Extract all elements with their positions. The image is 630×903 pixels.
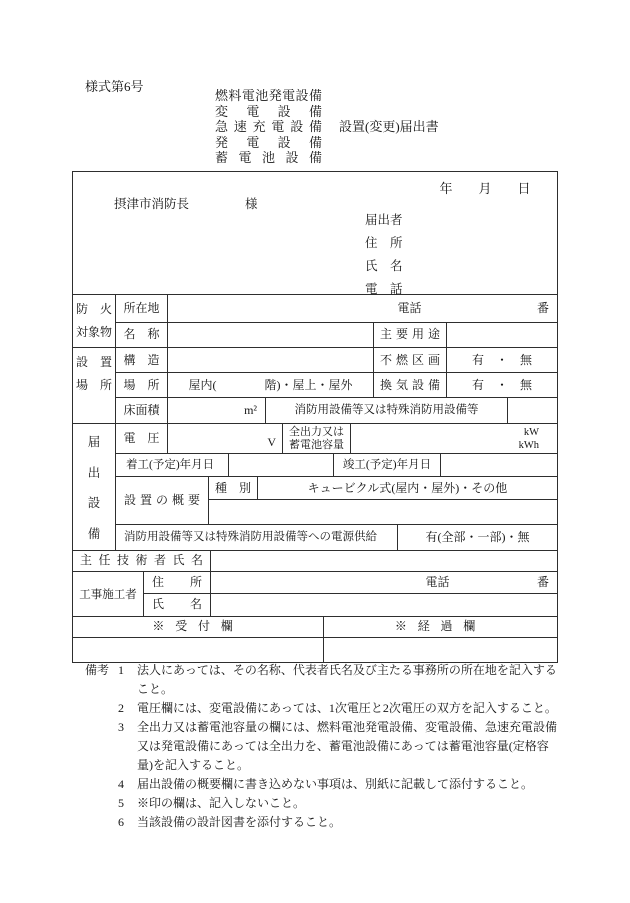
document-title: 設置(変更)届出書 (339, 119, 439, 135)
output-label-line2: 蓄電池容量 (289, 438, 344, 451)
notifier-label: 届出者 (365, 213, 403, 227)
place-options: 屋内( 階)・屋上・屋外 (168, 373, 374, 397)
note-item-3 (118, 718, 577, 775)
fire-equipment-label: 消防用設備等又は特殊消防用設備等 (266, 398, 508, 423)
form-header-section (73, 172, 557, 295)
name-label: 名 称 (116, 323, 168, 347)
progress-input-cell (324, 638, 557, 662)
form-table (72, 171, 558, 663)
voltage-label: 電 圧 (116, 424, 168, 453)
notified-equipment-section (73, 424, 557, 551)
office-use-header-row (73, 617, 557, 638)
notified-char-1: 届 (87, 435, 101, 449)
note-number: 5 (118, 796, 124, 810)
notes-label: 備考 (85, 663, 110, 677)
location-tel-label: 電話 (397, 301, 422, 315)
notified-char-4: 備 (87, 526, 101, 541)
name-input-cell (168, 323, 374, 347)
note-text: 当該設備の設計図書を添付すること。 (137, 815, 342, 829)
notifier-tel-label: 電 話 (365, 282, 403, 296)
note-number: 2 (118, 701, 124, 715)
install-place-label-line2: 場 所 (75, 377, 112, 392)
fire-equipment-input-cell (508, 398, 557, 423)
chief-engineer-input-cell (211, 551, 557, 571)
note-text: 届出設備の概要欄に書き込めない事項は、別紙に記載して添付すること。 (137, 777, 534, 791)
voltage-unit: V (267, 435, 276, 449)
outline-input-cell (209, 500, 557, 524)
output-label-line1: 全出力又は (289, 425, 344, 438)
contractor-name-label: 氏 名 (144, 594, 211, 616)
noncombustible-yes-no: 有 ・ 無 (471, 353, 532, 367)
equipment-type-generator: 発電設備 (215, 134, 322, 150)
note-number: 3 (118, 720, 124, 734)
install-place-section-label (73, 348, 116, 423)
honorific: 様 (245, 197, 258, 211)
start-date-input-cell (229, 454, 334, 476)
equipment-type-storage-battery: 蓄電池設備 (215, 150, 322, 166)
structure-input-cell (168, 348, 374, 372)
note-text: 電圧欄には、変電設備にあっては、1次電圧と2次電圧の双方を記入すること。 (137, 701, 557, 715)
completion-date-label: 竣工(予定)年月日 (334, 454, 441, 476)
main-use-input-cell (447, 323, 557, 347)
equipment-type-quick-charge: 急速充電設備 (215, 119, 322, 135)
main-use-label: 主要用途 (374, 323, 447, 347)
floor-area-label: 床面積 (116, 398, 168, 423)
equipment-type-transformer: 変電設備 (215, 103, 322, 119)
reception-column-label: ※受付欄 (73, 617, 324, 637)
location-input-cell (168, 295, 557, 322)
form-number: 様式第6号 (85, 79, 144, 94)
contractor-label: 工事施工者 (73, 572, 144, 616)
note-text: 法人にあっては、その名称、代表者氏名及び主たる事務所の所在地を記入すること。 (137, 663, 557, 696)
contractor-section (73, 572, 557, 617)
contractor-tel-label: 電話 (425, 575, 450, 589)
fire-object-label-line1: 防 火 (75, 302, 112, 316)
fire-object-label-line2: 対象物 (75, 325, 112, 339)
contractor-address-input-cell (211, 572, 557, 593)
fire-object-section-label (73, 295, 116, 347)
notified-char-2: 出 (87, 465, 101, 480)
structure-label: 構 造 (116, 348, 168, 372)
noncombustible-label: 不燃区画 (374, 348, 447, 372)
power-supply-options: 有(全部・一部)・無 (425, 530, 530, 544)
addressee: 摂津市消防長 (114, 197, 190, 211)
note-item-2 (118, 699, 577, 718)
chief-engineer-section (73, 551, 557, 572)
notified-equipment-section-label (73, 424, 116, 550)
note-number: 4 (118, 777, 124, 791)
voltage-input-cell (168, 424, 283, 453)
chief-engineer-label: 主任技術者氏名 (73, 551, 211, 571)
start-date-label: 着工(予定)年月日 (116, 454, 229, 476)
note-number: 6 (118, 815, 124, 829)
note-text: 全出力又は蓄電池容量の欄には、燃料電池発電設備、変電設備、急速充電設備又は発電設備にあっては全出力を、蓄電池設備にあっては蓄電池容量(定格容量)を記入すること。 (137, 720, 558, 772)
kw-unit: kW (523, 426, 539, 438)
note-item-1 (118, 661, 577, 699)
type-options: キュービクル式(屋内・屋外)・その他 (307, 481, 508, 495)
progress-column-label: ※経過欄 (394, 619, 487, 633)
notifier-name-label: 氏 名 (365, 259, 403, 273)
reception-input-cell (73, 638, 324, 662)
notified-char-3: 設 (87, 496, 101, 511)
ventilation-yes-no: 有 ・ 無 (471, 378, 532, 392)
note-text: ※印の欄は、記入しないこと。 (137, 796, 306, 810)
equipment-type-fuel-cell: 燃料電池発電設備 (215, 88, 322, 103)
ventilation-label: 換気設備 (374, 373, 447, 397)
location-tel-suffix: 番 (536, 301, 549, 315)
install-place-section (73, 348, 557, 424)
output-input-cell (351, 424, 557, 453)
office-use-blank-row (73, 638, 557, 662)
notifier-address-label: 住 所 (365, 236, 403, 250)
date-line: 年 月 日 (439, 181, 537, 196)
floor-area-input-cell: m² (168, 398, 266, 423)
document-title-block (215, 88, 439, 166)
place-label: 場 所 (116, 373, 168, 397)
location-label: 所在地 (116, 295, 168, 322)
install-place-label-line1: 設 置 (75, 354, 112, 369)
notifier-block (365, 209, 403, 301)
contractor-address-label: 住 所 (144, 572, 211, 593)
note-item-5 (118, 794, 577, 813)
type-label: 種 別 (209, 477, 258, 499)
power-supply-label: 消防用設備等又は特殊消防用設備等への電源供給 (116, 525, 398, 550)
completion-date-input-cell (441, 454, 557, 476)
kwh-unit: kWh (518, 439, 539, 451)
output-capacity-label (283, 424, 351, 453)
contractor-tel-suffix: 番 (536, 575, 549, 589)
fire-object-section (73, 295, 557, 348)
note-item-6 (118, 813, 577, 832)
notes-section (85, 661, 577, 832)
outline-label: 設置の概要 (116, 477, 209, 524)
note-number: 1 (118, 663, 124, 677)
contractor-name-input-cell (211, 594, 557, 616)
note-item-4 (118, 775, 577, 794)
